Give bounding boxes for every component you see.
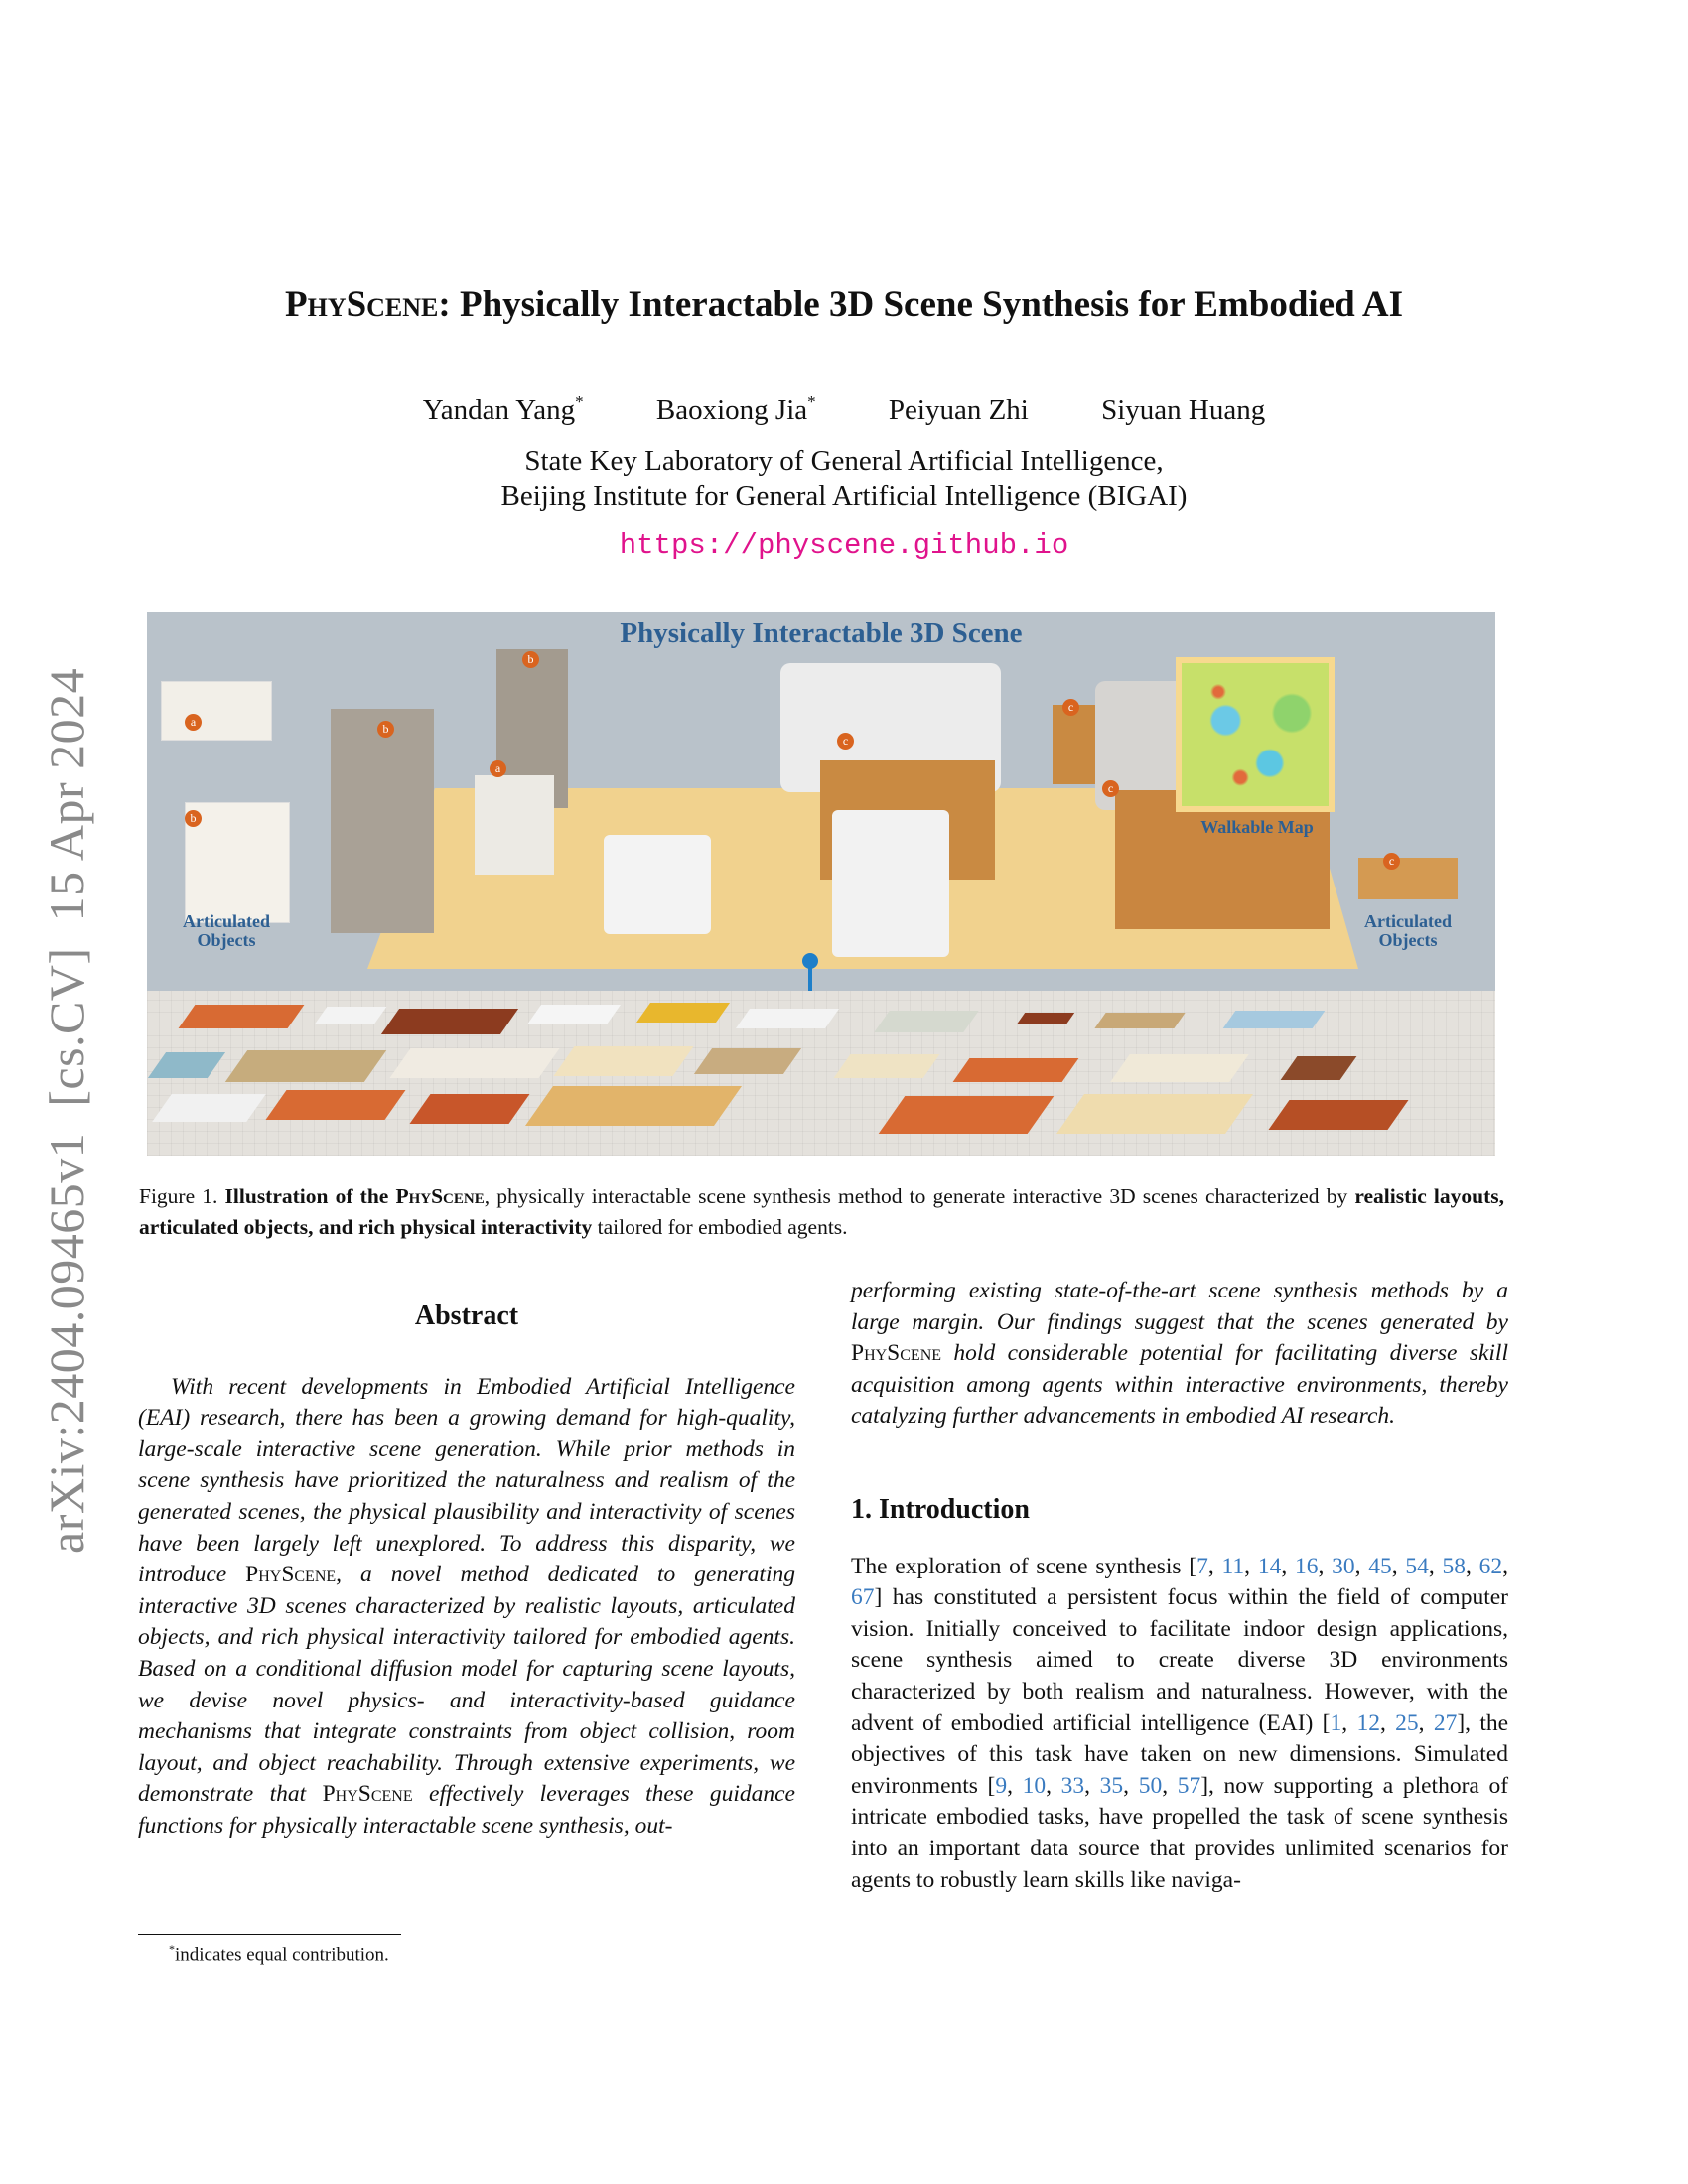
scene-tile [553,1046,693,1076]
badge-c: c [1102,780,1119,797]
citation-link[interactable]: 12 [1356,1709,1380,1736]
scene-tile [874,1011,978,1032]
project-url-link[interactable]: https://physcene.github.io [619,529,1069,562]
scene-tile [1268,1100,1408,1130]
scene-tile [1056,1094,1253,1134]
badge-c: c [1062,699,1079,716]
scene-tile [525,1086,742,1126]
label-articulated-objects-left: Articulated Objects [183,911,270,950]
scene-tile [1281,1056,1357,1080]
figure-1-illustration [147,612,1495,1156]
cabinet-open-lid [161,681,272,741]
author-list [0,392,1688,427]
badge-b: b [185,810,202,827]
author: Siyuan Huang [1101,394,1266,426]
affiliation: State Key Laboratory of General Artificial Intelligence, Beijing Institute for General Artificial Intelligence (BIGAI) [500,445,1188,512]
scene-tile [315,1007,387,1024]
scene-tile [736,1009,839,1028]
tv-stand [475,775,554,875]
scene-tile [179,1005,305,1028]
badge-a: a [490,760,506,777]
robot-arm-right [832,810,949,957]
citation-link[interactable]: 10 [1022,1772,1047,1799]
scene-tile [636,1003,730,1023]
citation-link[interactable]: 54 [1405,1553,1429,1579]
badge-b: b [377,721,394,738]
introduction-text: The exploration of scene synthesis [7, 11, 14, 16, 30, 45, 54, 58, 62, 67] has constituted a persistent focus within the field of computer vision. Initially conceived to facilitate indoor design applications, scene synthesis aimed to create diverse 3D environments characterized by both realism and naturalness. However, with the advent of embodied artificial intelligence (EAI) [1, 12, 25, 27], the objectives of this task have taken on new dimensions. Simulated environments [9, 10, 33, 35, 50, 57], now supporting a plethora of intricate embodied tasks, have propelled the task of scene synthesis into an important data source that provides unlimited scenarios for agents to robustly learn skills like naviga- [851,1553,1509,1893]
arxiv-date: 15 Apr 2024 [39,667,94,922]
badge-c: c [837,733,854,750]
citation-link[interactable]: 35 [1099,1772,1124,1799]
articulated-table-drawer [1358,858,1458,899]
label-articulated-objects-right: Articulated Objects [1364,911,1452,950]
scene-tile [265,1090,405,1120]
walkable-map-heatmap [1176,657,1335,812]
abstract-text-continued: performing existing state-of-the-art scene synthesis methods by a large margin. Our findings suggest that the scenes generated by PhyScene hold considerable potential for facilitating diverse skill acquisition among agents within interactive environments, thereby catalyzing further advancements in embodied AI research. [851,1278,1508,1430]
scene-tile [527,1005,621,1024]
citation-link[interactable]: 14 [1257,1553,1282,1579]
scene-tile [1110,1054,1249,1082]
citation-link[interactable]: 50 [1138,1772,1163,1799]
citation-link[interactable]: 25 [1395,1709,1419,1736]
arxiv-category: [cs.CV] [39,947,94,1107]
badge-b: b [522,651,539,668]
scene-tile [389,1048,559,1078]
scene-tile [1094,1013,1185,1028]
badge-a: a [185,714,202,731]
citation-link[interactable]: 30 [1332,1553,1355,1579]
arxiv-id: arXiv:2404.09465v1 [39,1132,94,1554]
abstract-text: With recent developments in Embodied Artificial Intelligence (EAI) research, there has been a growing demand for high-quality, large-scale interactive scene generation. While prior methods in scene synthesis have prioritized the naturalness and realism of the generated scenes, the physical plausibility and interactivity of scenes have been largely left unexplored. To address this disparity, we introduce PhyScene, a novel method dedicated to generating interactive 3D scenes characterized by realistic layouts, articulated objects, and rich physical interactivity tailored for embodied agents. Based on a conditional diffusion model for capturing scene layouts, we devise novel physics- and interactivity-based guidance mechanisms that integrate constraints from object collision, room layout, and object reachability. Through extensive experiments, we demonstrate that PhyScene effectively leverages these guidance functions for physically interactable scene synthesis, out- [138,1373,795,1839]
introduction-heading: 1. Introduction [851,1493,1030,1525]
scene-tile [381,1009,518,1034]
citation-link[interactable]: 57 [1177,1772,1201,1799]
author: Peiyuan Zhi [888,394,1029,426]
citation-link[interactable]: 58 [1442,1553,1467,1579]
scene-tile [225,1050,386,1082]
badge-c: c [1383,853,1400,870]
left-column [138,1300,795,1843]
scene-tile [879,1096,1055,1134]
author: Yandan Yang* [422,392,584,426]
citation-link[interactable]: 9 [995,1772,1008,1799]
citation-link[interactable]: 16 [1294,1553,1319,1579]
citation-link[interactable]: 45 [1368,1553,1392,1579]
citation-link[interactable]: 11 [1221,1553,1245,1579]
abstract-heading: Abstract [414,1300,519,1331]
citation-link[interactable]: 27 [1433,1709,1458,1736]
scene-tile [409,1094,529,1124]
robot-arm-left [604,835,711,934]
citation-link[interactable]: 33 [1060,1772,1085,1799]
paper-title [0,283,1688,326]
citation-link[interactable]: 62 [1478,1553,1503,1579]
title-rest: : Physically Interactable 3D Scene Synthesis for Embodied AI [438,284,1404,325]
scene-tile [152,1094,266,1122]
scene-tile [953,1058,1079,1082]
citation-link[interactable]: 67 [851,1584,875,1611]
scene-tile [1223,1011,1326,1028]
figure-title: Physically Interactable 3D Scene [620,617,1023,649]
scene-tile [1017,1013,1074,1024]
figure-1-caption: Figure 1. Illustration of the PhyScene, physically interactable scene synthesis method to generate interactive 3D scenes characterized by realistic layouts, articulated objects, and rich physical interactivity tailored for embodied agents. [139,1184,1505,1239]
author: Baoxiong Jia* [655,392,816,426]
scene-tile [834,1054,940,1078]
footnote-equal-contribution: *indicates equal contribution. [169,1942,389,1966]
arxiv-stamp [38,642,95,1554]
right-column [851,1276,1508,1896]
footnote-divider [138,1934,401,1935]
wardrobe-tall [331,709,434,933]
method-name: PhyScene [284,284,439,325]
label-walkable-map: Walkable Map [1200,817,1314,837]
scene-tile [694,1048,801,1074]
citation-link[interactable]: 7 [1196,1553,1208,1579]
generated-scenes-gallery [147,991,1495,1156]
scene-tile [148,1052,225,1078]
citation-link[interactable]: 1 [1330,1709,1342,1736]
